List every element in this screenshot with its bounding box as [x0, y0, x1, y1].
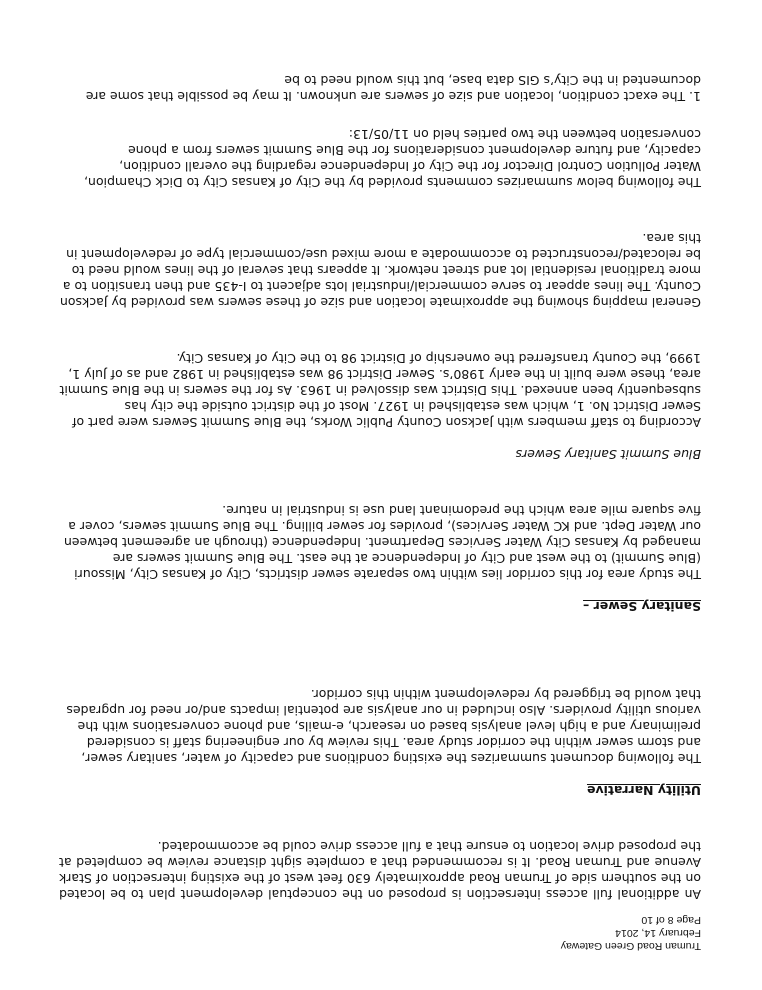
sanitary-sewer-heading: Sanitary Sewer – — [583, 599, 701, 614]
mapping-paragraph: General mapping showing the approximate location and size of these sewers was provided by Jackson County. The lines appear to serve commercial/industrial lots adjacent to I-435 and then transition to a more traditional residential lot and street network. It appears that several of the lines would need to be relocated/reconstructed to accommodate a more mixed use/commercial type of redevelopment in this area. — [59, 231, 701, 310]
condition-list-item-1: 1. The exact condition, location and size of sewers are unknown. It may be possible that some are documented in the City’s GIS data base, but this would need to be — [85, 73, 701, 104]
kc-comments-paragraph: The following below summarizes comments provided by the City of Kansas City to Dick Champion, Water Pollution Control Director for the City of Independence regarding the overall condition, capacity, and future development considerations for the Blue Summit sewers from a phone conversation between the two parties held on 11/05/13: — [84, 127, 701, 190]
blue-summit-subheading: Blue Summit Sanitary Sewers — [515, 447, 701, 462]
intersection-paragraph: An additional full access intersection is proposed on the conceptual development plan to be located on the southern side of Truman Road approximately 630 feet west of the existing intersection of Stark Avenue and Truman Road. It is recommended that a complete sight distance review be completed at the proposed drive location to ensure that a full access drive could be accommodated. — [59, 839, 701, 902]
page-header — [561, 913, 701, 952]
utility-narrative-heading: Utility Narrative — [586, 783, 701, 798]
header-project-title: Truman Road Green Gateway — [560, 940, 701, 952]
header-page-number: Page 8 of 10 — [641, 914, 701, 926]
utility-narrative-paragraph: The following document summarizes the existing conditions and capacity of water, sanitary sewer, and storm sewer within the corridor study area. This review by our engineering staff is considered preliminary and a high level analysis based on research, e-mails, and phone conversations with the various utility providers. Also included in our analysis are potential impacts and/or need for upgrades that would be triggered by redevelopment within this corridor. — [66, 687, 701, 766]
header-date: February 14, 2014 — [615, 927, 701, 939]
blue-summit-history-paragraph: According to staff members with Jackson County Public Works, the Blue Summit Sewers were part of Sewer District No. 1, which was established in 1927. Most of the district outside the city has subsequently been annexed. This District was dissolved in 1963. As for the sewers in the Blue Summit area, these were built in the early 1980’s. Sewer District 98 was established in 1982 and as of July 1, 1999, the County transferred the ownership of District 98 to the City of Kansas City. — [59, 351, 701, 430]
sewer-districts-paragraph: The study area for this corridor lies within two separate sewer districts, City of Kansas City, Missouri (Blue Summit) to the west and City of Independence at the east. The Blue Summit sewers are managed by Kansas City Water Services Department. Independence (through an agreement between our Water Dept. and KC Water Services), provides for sewer billing. The Blue Summit sewers, cover a five square mile area which the predominant land use is industrial in nature. — [63, 503, 701, 582]
